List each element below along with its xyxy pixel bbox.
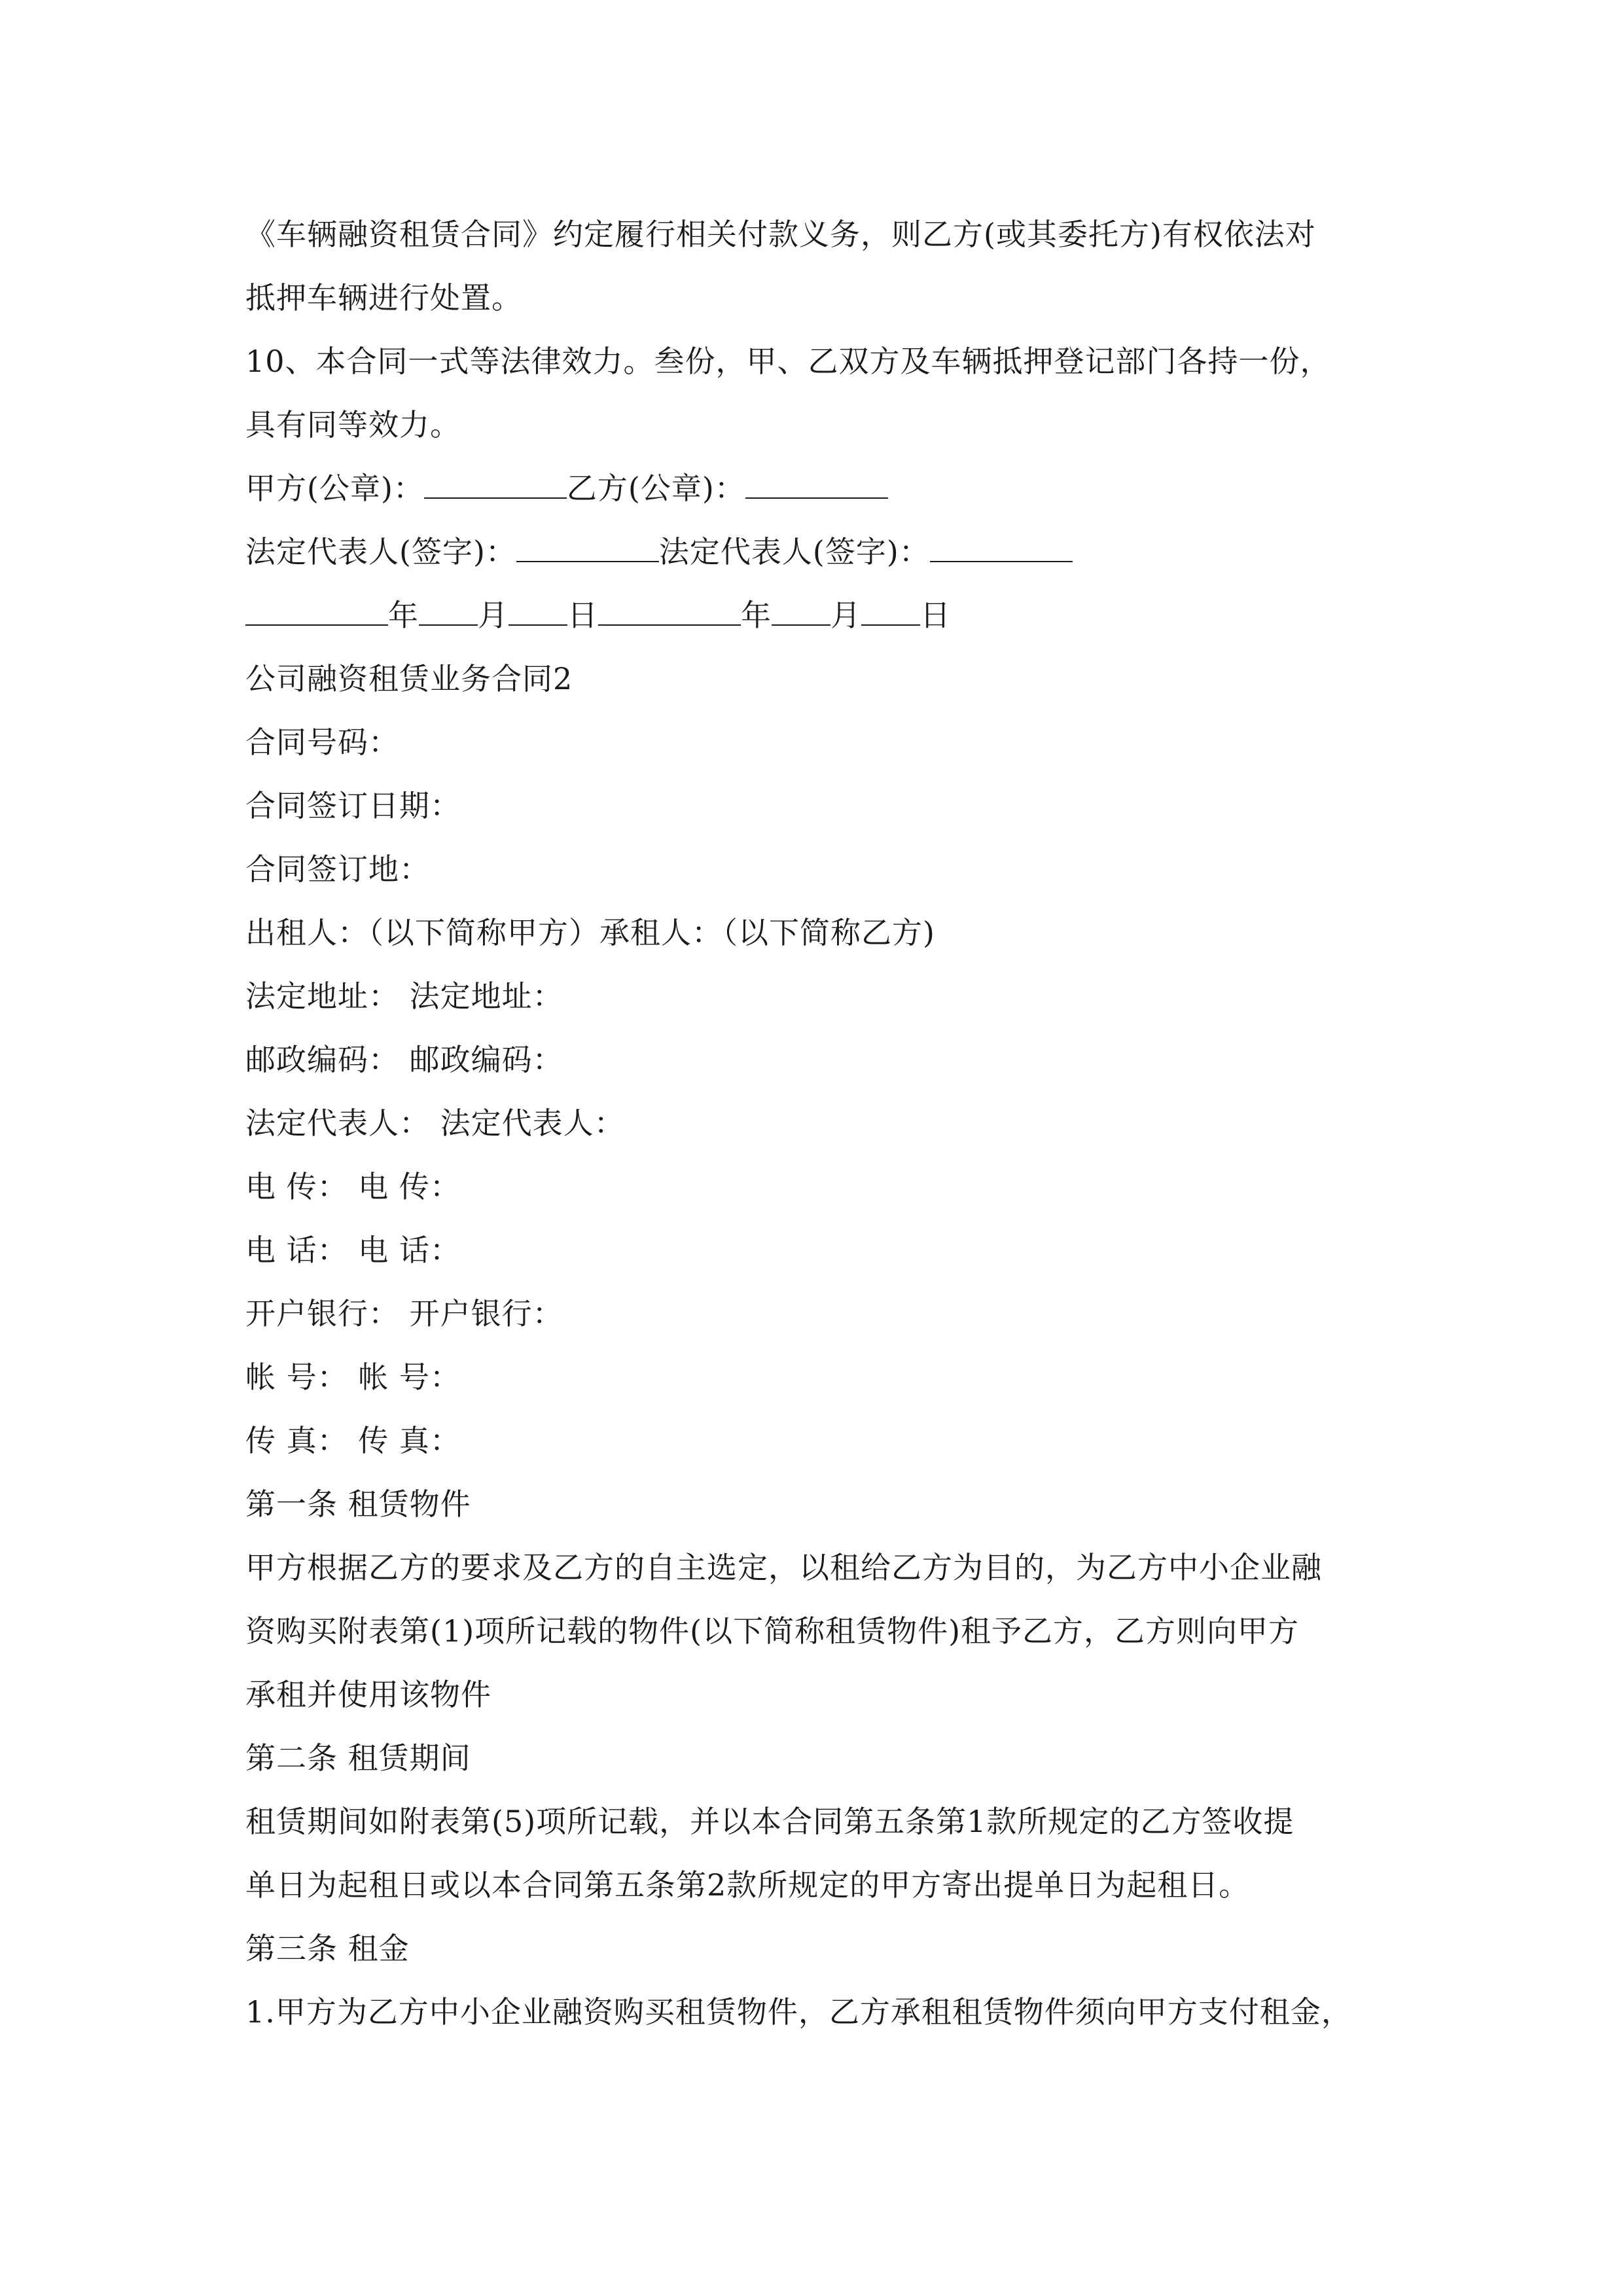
year-label: 年 bbox=[388, 598, 419, 633]
article-1-line: 甲方根据乙方的要求及乙方的自主选定，以租给乙方为目的，为乙方中小企业融 bbox=[245, 1550, 1322, 1585]
field-line: 电 话： 电 话： bbox=[245, 1232, 461, 1268]
day-label: 日 bbox=[920, 598, 951, 633]
day-blank-b bbox=[861, 596, 920, 626]
month-blank-a bbox=[419, 596, 478, 626]
article-2-heading: 第二条 租赁期间 bbox=[245, 1740, 471, 1776]
rep-a-label: 法定代表人(签字)： bbox=[245, 534, 516, 569]
article-1-heading: 第一条 租赁物件 bbox=[245, 1486, 471, 1522]
article-2-line: 租赁期间如附表第(5)项所记载，并以本合同第五条第1款所规定的乙方签收提 bbox=[245, 1804, 1294, 1839]
party-a-seal-blank bbox=[424, 469, 567, 499]
field-line: 邮政编码： 邮政编码： bbox=[245, 1042, 563, 1077]
article-1-line: 资购买附表第(1)项所记载的物件(以下简称租赁物件)租予乙方，乙方则向甲方 bbox=[245, 1613, 1300, 1649]
day-label: 日 bbox=[567, 598, 598, 633]
rep-b-blank bbox=[930, 532, 1073, 562]
article-1-line: 承租并使用该物件 bbox=[245, 1677, 491, 1712]
field-line: 传 真： 传 真： bbox=[245, 1423, 461, 1458]
field-line: 帐 号： 帐 号： bbox=[245, 1359, 461, 1395]
field-line: 开户银行： 开户银行： bbox=[245, 1296, 563, 1331]
representative-line bbox=[245, 532, 1073, 571]
field-line: 合同号码： bbox=[245, 725, 399, 760]
month-label: 月 bbox=[478, 598, 508, 633]
rep-a-blank bbox=[516, 532, 659, 562]
year-blank-b bbox=[598, 596, 741, 626]
year-blank-a bbox=[245, 596, 388, 626]
contract-title: 公司融资租赁业务合同2 bbox=[245, 661, 573, 696]
party-a-seal-label: 甲方(公章)： bbox=[245, 471, 424, 506]
field-line: 电 传： 电 传： bbox=[245, 1169, 461, 1204]
seal-line bbox=[245, 469, 888, 508]
paragraph-line: 《车辆融资租赁合同》约定履行相关付款义务，则乙方(或其委托方)有权依法对 bbox=[245, 217, 1316, 252]
article-3-line: 1.甲方为乙方中小企业融资购买租赁物件，乙方承租租赁物件须向甲方支付租金， bbox=[245, 1994, 1352, 2030]
field-line: 合同签订日期： bbox=[245, 788, 461, 823]
month-label: 月 bbox=[830, 598, 861, 633]
month-blank-b bbox=[772, 596, 830, 626]
rep-b-label: 法定代表人(签字)： bbox=[658, 534, 930, 569]
day-blank-a bbox=[508, 596, 567, 626]
year-label: 年 bbox=[741, 598, 772, 633]
article-2-line: 单日为起租日或以本合同第五条第2款所规定的甲方寄出提单日为起租日。 bbox=[245, 1867, 1250, 1903]
field-line: 法定代表人： 法定代表人： bbox=[245, 1105, 625, 1141]
field-line: 出租人：（以下简称甲方）承租人：（以下简称乙方) bbox=[245, 915, 935, 950]
paragraph-line: 抵押车辆进行处置。 bbox=[245, 280, 522, 315]
date-line bbox=[245, 596, 951, 635]
field-line: 合同签订地： bbox=[245, 852, 430, 887]
party-b-seal-label: 乙方(公章)： bbox=[566, 471, 745, 506]
party-b-seal-blank bbox=[745, 469, 888, 499]
paragraph-line: 10、本合同一式等法律效力。叁份，甲、乙双方及车辆抵押登记部门各持一份， bbox=[245, 344, 1331, 379]
article-3-heading: 第三条 租金 bbox=[245, 1931, 410, 1966]
paragraph-line: 具有同等效力。 bbox=[245, 407, 461, 442]
field-line: 法定地址： 法定地址： bbox=[245, 978, 563, 1014]
